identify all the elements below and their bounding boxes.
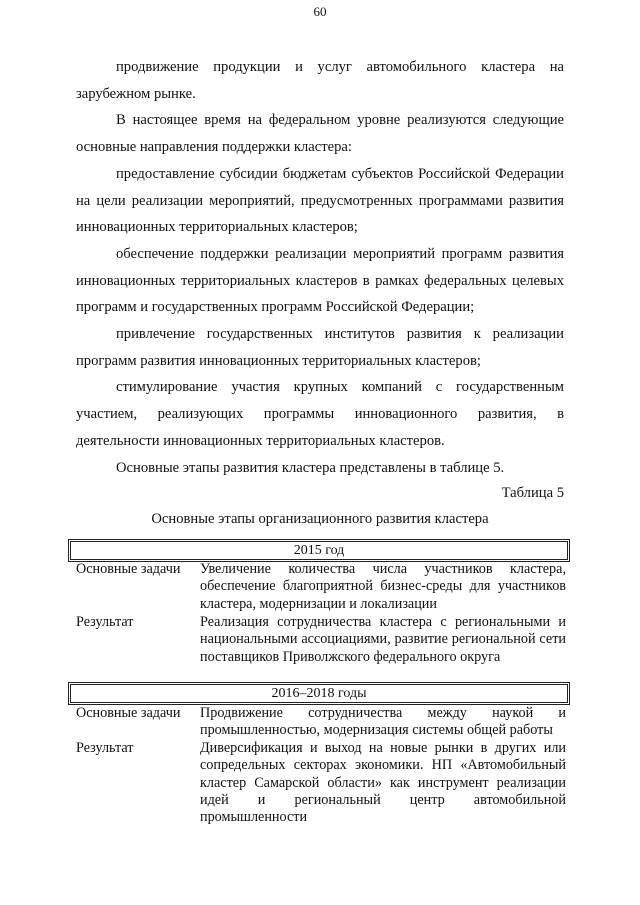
table-caption: Таблица 5 xyxy=(501,485,564,501)
paragraph: стимулирование участия крупных компаний с государственным участием, реализующих программы инновационного развития, в деятельности инновационных территориальных кластеров. xyxy=(76,379,564,449)
paragraph: предоставление субсидии бюджетам субъектов Российской Федерации на цели реализации мероприятий, предусмотренных программами развития инновационных территориальных кластеров; xyxy=(76,165,564,236)
row-value: Увеличение количества числа участников кластера, обеспечение благоприятной бизнес-среды для участников кластера, модернизации и локализации xyxy=(200,561,566,612)
paragraph: обеспечение поддержки реализации мероприятий программ развития инновационных территориальных кластеров в рамках федеральных целевых программ и государственных программ Российской Федерации; xyxy=(76,245,564,316)
table-title: Основные этапы организационного развития кластера xyxy=(151,511,489,527)
row-label: Результат xyxy=(76,614,134,630)
row-label: Основные задачи xyxy=(76,561,181,577)
paragraph: Основные этапы развития кластера представлены в таблице 5. xyxy=(116,459,505,476)
paragraph: привлечение государственных институтов развития к реализации программ развития инновационных территориальных кластеров; xyxy=(76,326,564,369)
paragraph: В настоящее время на федеральном уровне реализуются следующие основные направления поддержки кластера: xyxy=(76,112,564,156)
row-value: Реализация сотрудничества кластера с региональными и национальными ассоциациями, развитие региональной сети поставщиков Приволжского федерального округа xyxy=(200,614,566,665)
row-value: Продвижение сотрудничества между наукой и промышленностью, модернизация системы общей работы xyxy=(200,705,566,739)
row-label: Результат xyxy=(76,740,134,756)
page-number: 60 xyxy=(313,4,327,19)
row-value: Диверсификация и выход на новые рынки в других или сопредельных секторах экономики. НП «Автомобильный кластер Самарской области» как инструмент реализации идей и региональный центр автомобильной промышленности xyxy=(200,740,566,826)
body-text xyxy=(76,54,564,481)
paragraph: продвижение продукции и услуг автомобильного кластера на зарубежном рынке. xyxy=(76,59,564,102)
row-label: Основные задачи xyxy=(76,705,181,721)
period-header: 2015 год xyxy=(70,541,568,560)
period-header: 2016–2018 годы xyxy=(70,684,568,703)
